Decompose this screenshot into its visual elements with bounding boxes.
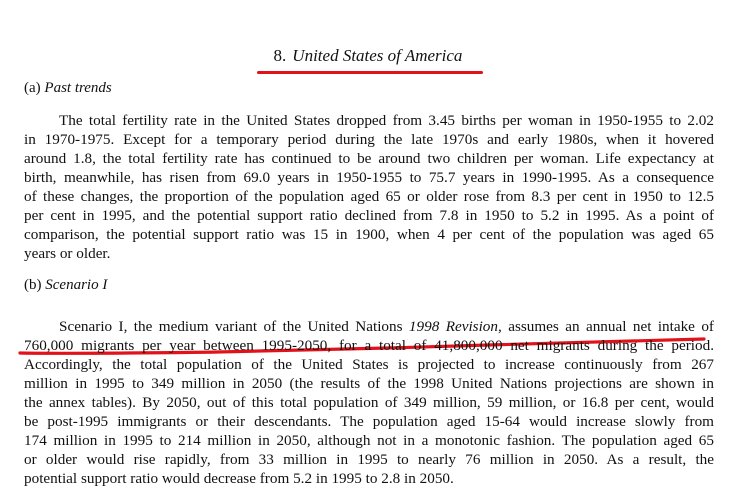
text-line: potential support ratio would decrease from 5.2 in 1995 to 2.8 in 2050. xyxy=(24,470,454,487)
text-line: be post-1995 immigrants or their descendants. The population aged 15-64 would increase slowly from xyxy=(24,413,714,430)
line1-text-end: , assumes an annual net intake of xyxy=(498,318,714,335)
title-red-underline xyxy=(257,71,483,74)
text-line: comparison, the potential support ratio was 15 in 1900, when 4 per cent of the population was aged 65 xyxy=(24,226,714,243)
heading-label: (a) xyxy=(24,80,41,96)
text-line: The total fertility rate in the United States dropped from 3.45 births per woman in 1950-1955 to 2.02 xyxy=(59,112,714,129)
line1-text-start: Scenario I, the medium variant of the United Nations xyxy=(59,318,409,335)
text-line: per cent in 1995, and the potential support ratio declined from 7.8 in 1950 to 5.2 in 1995. As a point of xyxy=(24,207,714,224)
heading-title: Scenario I xyxy=(45,277,108,293)
text-line: years or older. xyxy=(24,245,111,262)
heading-past-trends xyxy=(24,79,112,97)
section-title-text: United States of America xyxy=(292,46,463,65)
text-line: of these changes, the proportion of the population aged 65 or older rose from 8.3 per cent in 1950 to 12.5 xyxy=(24,188,714,205)
text-line: the annex tables). By 2050, out of this total population of 349 million, 59 million, or 16.8 per cent, would xyxy=(24,394,714,411)
paragraph-scenario-i xyxy=(24,317,714,488)
text-line: Accordingly, the total population of the United States is projected to increase continuously from 267 xyxy=(24,356,714,373)
text-line: birth, meanwhile, has risen from 69.0 years in 1950-1955 to 75.7 years in 1990-1995. As a consequence xyxy=(24,169,714,186)
heading-scenario-i xyxy=(24,276,107,294)
text-line: around 1.8, the total fertility rate has continued to be around two children per woman. Life expectancy at xyxy=(24,150,714,167)
text-line-highlighted: 760,000 migrants per year between 1995-2050, for a total of 41,800,000 net migrants during the period. xyxy=(24,337,714,354)
text-line: or older would rise rapidly, from 33 million in 1995 to nearly 76 million in 2050. As a result, the xyxy=(24,451,714,468)
heading-title: Past trends xyxy=(44,80,112,96)
section-title xyxy=(0,46,736,66)
section-number: 8. xyxy=(273,46,287,65)
text-line: in 1970-1975. Except for a temporary period during the late 1970s and early 1980s, when it hovered xyxy=(24,131,714,148)
heading-label: (b) xyxy=(24,277,42,293)
text-line: 174 million in 1995 to 214 million in 2050, although not in a monotonic fashion. The population aged 65 xyxy=(24,432,714,449)
text-line xyxy=(24,317,714,336)
paragraph-past-trends xyxy=(24,111,714,263)
text-line: million in 1995 to 349 million in 2050 (the results of the 1998 United Nations projections are shown in xyxy=(24,375,714,392)
revision-title: 1998 Revision xyxy=(408,318,498,335)
